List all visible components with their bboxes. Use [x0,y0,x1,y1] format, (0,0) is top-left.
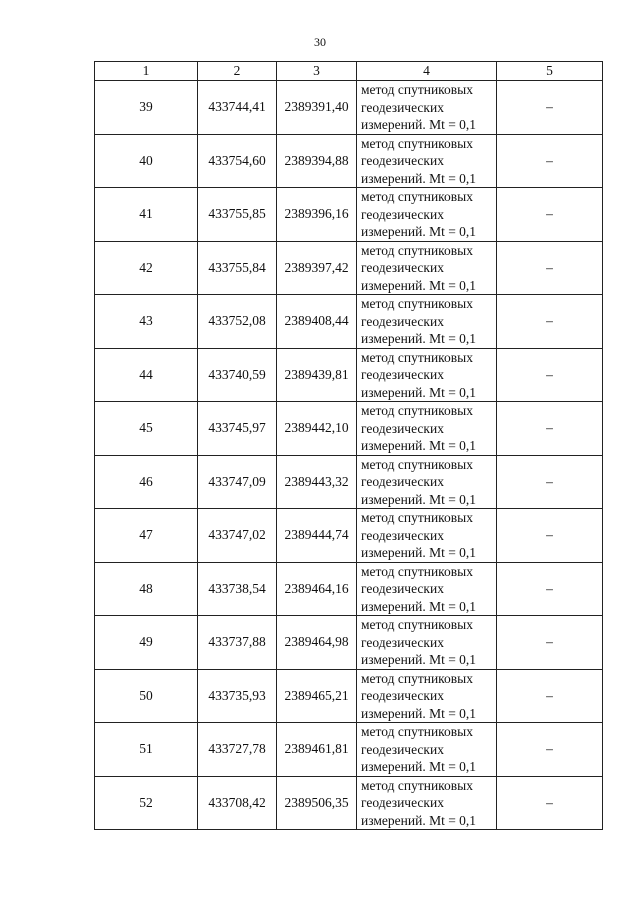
method-cell [357,188,497,242]
y-coordinate-cell: 2389442,10 [277,402,357,456]
note-cell: – [497,562,603,616]
point-number-cell: 50 [95,669,198,723]
method-text-line: геодезических [361,260,444,275]
method-cell [357,295,497,349]
table-row [95,776,603,830]
table-row [95,562,603,616]
table-row [95,723,603,777]
y-coordinate-cell: 2389391,40 [277,81,357,135]
method-text-line: геодезических [361,474,444,489]
table-header-row [95,62,603,81]
note-cell: – [497,348,603,402]
x-coordinate-cell: 433755,85 [198,188,277,242]
x-coordinate-cell: 433752,08 [198,295,277,349]
method-cell [357,723,497,777]
page-number: 30 [314,35,326,49]
note-cell: – [497,295,603,349]
method-text-line: метод спутниковых [361,242,473,258]
table-row [95,188,603,242]
table-row [95,134,603,188]
method-text-line: измерений. Mt = 0,1 [361,277,477,293]
method-text-line: геодезических [361,153,444,168]
x-coordinate-cell: 433744,41 [198,81,277,135]
x-coordinate-cell: 433727,78 [198,723,277,777]
x-coordinate-cell: 433754,60 [198,134,277,188]
y-coordinate-cell: 2389396,16 [277,188,357,242]
method-text-line: измерений. Mt = 0,1 [361,705,477,721]
x-coordinate-cell: 433737,88 [198,616,277,670]
point-number-cell: 49 [95,616,198,670]
y-coordinate-cell: 2389465,21 [277,669,357,723]
method-cell [357,669,497,723]
method-text-line: метод спутниковых [361,563,473,579]
method-text-line: геодезических [361,527,444,543]
point-number-cell: 47 [95,509,198,563]
method-text-line: метод спутниковых [361,456,473,472]
method-text-line: метод спутниковых [361,510,473,525]
point-number-cell: 45 [95,402,198,456]
point-number-cell: 41 [95,188,198,242]
note-cell: – [497,509,603,563]
method-text-line: метод спутниковых [361,349,473,365]
method-text-line: метод спутниковых [361,724,473,739]
x-coordinate-cell: 433755,84 [198,241,277,295]
method-text-line: измерений. Mt = 0,1 [361,759,477,774]
note-cell: – [497,81,603,135]
table-row [95,616,603,670]
method-text-line: метод спутниковых [361,135,473,151]
method-text-line: измерений. Mt = 0,1 [361,652,477,667]
note-cell: – [497,723,603,777]
point-number-cell: 39 [95,81,198,135]
method-text-line: метод спутниковых [361,403,473,418]
method-text-line: измерений. Mt = 0,1 [361,491,477,507]
method-text-line: измерений. Mt = 0,1 [361,331,477,346]
point-number-cell: 40 [95,134,198,188]
method-cell [357,81,497,135]
column-header-2: 2 [198,62,277,81]
x-coordinate-cell: 433740,59 [198,348,277,402]
x-coordinate-cell: 433747,09 [198,455,277,509]
note-cell: – [497,188,603,242]
method-text-line: измерений. Mt = 0,1 [361,812,477,828]
y-coordinate-cell: 2389397,42 [277,241,357,295]
note-cell: – [497,455,603,509]
table-row [95,241,603,295]
table-row [95,402,603,456]
x-coordinate-cell: 433708,42 [198,776,277,830]
y-coordinate-cell: 2389464,16 [277,562,357,616]
y-coordinate-cell: 2389408,44 [277,295,357,349]
point-number-cell: 48 [95,562,198,616]
table-row [95,455,603,509]
method-text-line: геодезических [361,206,444,222]
note-cell: – [497,241,603,295]
table-row [95,669,603,723]
method-text-line: геодезических [361,581,444,596]
point-number-cell: 52 [95,776,198,830]
method-cell [357,562,497,616]
method-text-line: метод спутниковых [361,670,473,686]
x-coordinate-cell: 433745,97 [198,402,277,456]
coordinates-table [94,61,603,830]
x-coordinate-cell: 433747,02 [198,509,277,563]
note-cell: – [497,776,603,830]
y-coordinate-cell: 2389461,81 [277,723,357,777]
method-cell [357,134,497,188]
method-text-line: измерений. Mt = 0,1 [361,438,477,453]
method-text-line: геодезических [361,795,444,810]
point-number-cell: 43 [95,295,198,349]
table-body [95,81,603,830]
method-text-line: геодезических [361,741,444,757]
method-cell [357,509,497,563]
table-row [95,348,603,402]
method-cell [357,616,497,670]
table-row [95,295,603,349]
column-header-3: 3 [277,62,357,81]
method-cell [357,241,497,295]
y-coordinate-cell: 2389443,32 [277,455,357,509]
table-row [95,81,603,135]
column-header-1: 1 [95,62,198,81]
method-text-line: измерений. Mt = 0,1 [361,224,477,239]
method-text-line: метод спутниковых [361,777,473,793]
y-coordinate-cell: 2389444,74 [277,509,357,563]
method-text-line: измерений. Mt = 0,1 [361,117,477,132]
method-text-line: метод спутниковых [361,617,473,632]
x-coordinate-cell: 433735,93 [198,669,277,723]
method-cell [357,455,497,509]
point-number-cell: 51 [95,723,198,777]
note-cell: – [497,134,603,188]
method-text-line: метод спутниковых [361,82,473,97]
y-coordinate-cell: 2389394,88 [277,134,357,188]
column-header-5: 5 [497,62,603,81]
method-text-line: геодезических [361,634,444,650]
note-cell: – [497,669,603,723]
point-number-cell: 46 [95,455,198,509]
method-text-line: измерений. Mt = 0,1 [361,170,477,186]
y-coordinate-cell: 2389506,35 [277,776,357,830]
method-text-line: измерений. Mt = 0,1 [361,545,477,560]
x-coordinate-cell: 433738,54 [198,562,277,616]
table-row [95,509,603,563]
y-coordinate-cell: 2389464,98 [277,616,357,670]
method-text-line: измерений. Mt = 0,1 [361,598,477,614]
method-text-line: геодезических [361,367,444,382]
note-cell: – [497,402,603,456]
method-text-line: геодезических [361,99,444,115]
column-header-4: 4 [357,62,497,81]
method-text-line: измерений. Mt = 0,1 [361,384,477,400]
method-text-line: геодезических [361,313,444,329]
point-number-cell: 44 [95,348,198,402]
point-number-cell: 42 [95,241,198,295]
method-cell [357,348,497,402]
method-text-line: метод спутниковых [361,189,473,204]
method-cell [357,402,497,456]
method-cell [357,776,497,830]
method-text-line: геодезических [361,420,444,436]
note-cell: – [497,616,603,670]
method-text-line: метод спутниковых [361,296,473,311]
method-text-line: геодезических [361,688,444,703]
y-coordinate-cell: 2389439,81 [277,348,357,402]
